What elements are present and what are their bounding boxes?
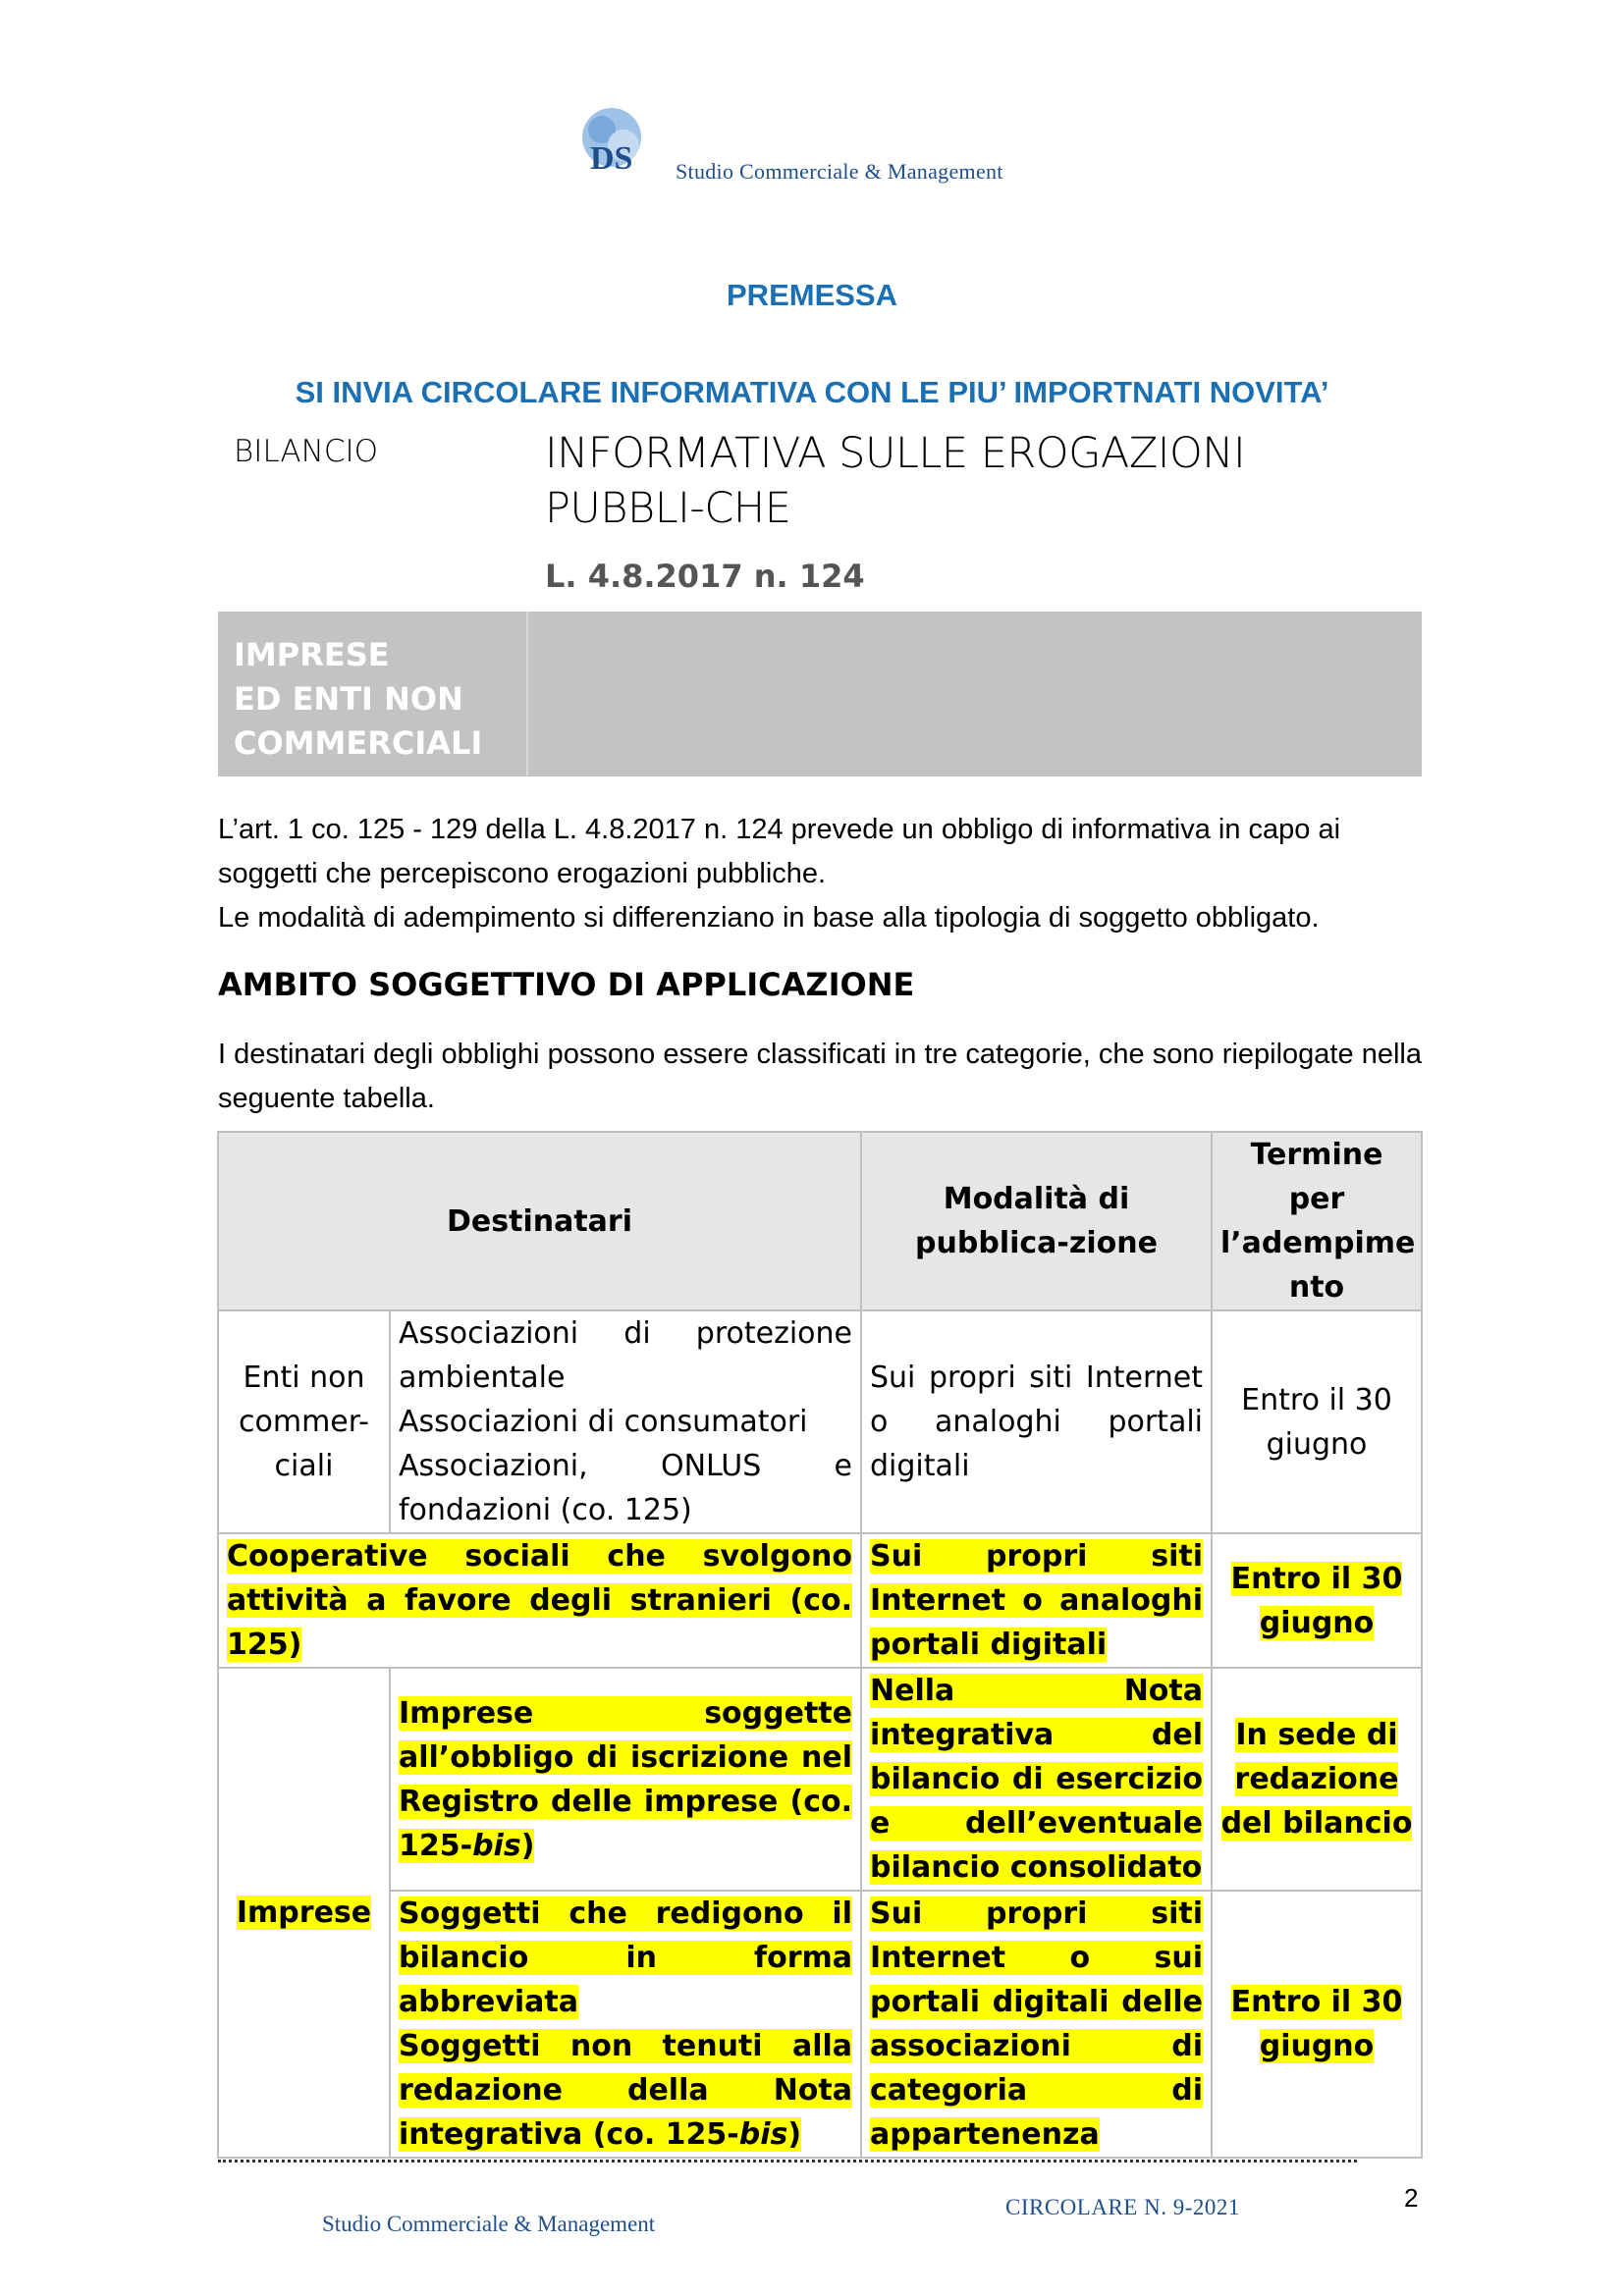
category-label: BILANCIO — [234, 434, 379, 469]
highlighted-text: Entro il 30 giugno — [1230, 1561, 1403, 1640]
category-cell — [218, 1668, 390, 2158]
subjects-cell — [390, 1668, 861, 1891]
modalita-cell — [861, 1668, 1212, 1891]
page-number: 2 — [1404, 2183, 1419, 2213]
category-cell: Enti non commer-ciali — [218, 1310, 390, 1533]
premessa-heading: PREMESSA — [727, 278, 897, 312]
subject-line: COMMERCIALI — [234, 724, 483, 762]
subject-item: Associazioni, ONLUS e fondazioni (co. 125) — [399, 1449, 852, 1527]
intro-heading: SI INVIA CIRCOLARE INFORMATIVA CON LE PIU’ IMPORTNATI NOVITA’ — [295, 375, 1329, 409]
table-row — [218, 1310, 1422, 1533]
paragraph-line: L’art. 1 co. 125 - 129 della L. 4.8.2017 n. 124 prevede un obbligo di informativa in capo ai soggetti che percepiscono erogazioni pubbliche. — [218, 814, 1341, 889]
termine-cell — [1212, 1668, 1422, 1891]
footer-studio-name: Studio Commerciale & Management — [322, 2212, 656, 2236]
header-termine: Termine per l’adempime nto — [1212, 1132, 1422, 1310]
circolare-number: CIRCOLARE N. 9-2021 — [1005, 2195, 1240, 2219]
modalita-cell: Sui propri siti Internet o analoghi portali digitali — [861, 1310, 1212, 1533]
highlighted-text: Entro il 30 giugno — [1230, 1985, 1403, 2063]
highlighted-text: Imprese soggette all’obbligo di iscrizione nel Registro delle imprese (co. 125-bis) — [399, 1695, 852, 1863]
subjects-cell — [390, 1891, 861, 2158]
modalita-cell — [861, 1891, 1212, 2158]
highlighted-text: Soggetti che redigono il bilancio in forma abbreviata — [399, 1896, 852, 2019]
subjects-cell — [218, 612, 528, 776]
termine-cell — [1212, 1533, 1422, 1668]
paragraph-line: Le modalità di adempimento si differenziano in base alla tipologia di soggetto obbligato. — [218, 902, 1320, 934]
highlighted-text: Imprese — [236, 1896, 372, 1930]
table-row — [218, 1668, 1422, 1891]
section-title: AMBITO SOGGETTIVO DI APPLICAZIONE — [218, 966, 915, 1003]
modalita-cell — [861, 1533, 1212, 1668]
intro-paragraph — [218, 808, 1422, 940]
header-modalita: Modalità di pubblica-zione — [861, 1132, 1212, 1310]
highlighted-text: Nella Nota integrativa del bilancio di esercizio e dell’eventuale bilancio consolidato — [870, 1674, 1203, 1885]
studio-logo — [572, 104, 661, 183]
subject-item: Associazioni di consumatori — [399, 1405, 808, 1439]
footer-divider — [218, 2160, 1357, 2163]
highlighted-text: Cooperative sociali che svolgono attività a favore degli stranieri (co. 125) — [227, 1539, 852, 1662]
highlighted-text: Sui propri siti Internet o sui portali digitali delle associazioni di categoria di appartenenza — [870, 1896, 1203, 2152]
law-reference: L. 4.8.2017 n. 124 — [545, 558, 865, 595]
header-studio-name: Studio Commerciale & Management — [676, 159, 1003, 184]
table-row — [218, 1891, 1422, 2158]
document-title: INFORMATIVA SULLE EROGAZIONI PUBBLI-CHE — [545, 429, 1246, 533]
classification-paragraph: I destinatari degli obblighi possono essere classificati in tre categorie, che sono riepilogate nella seguente tabella. — [218, 1039, 1422, 1114]
highlighted-text: In sede di redazione del bilancio — [1220, 1718, 1413, 1841]
recipients-table — [217, 1131, 1423, 2159]
subjects-cell — [218, 1533, 861, 1668]
termine-cell: Entro il 30 giugno — [1212, 1310, 1422, 1533]
table-row — [218, 1533, 1422, 1668]
subject-line: IMPRESE — [234, 636, 390, 673]
svg-text:DS: DS — [590, 140, 633, 177]
highlighted-text: Soggetti non tenuti alla redazione della Nota integrativa (co. 125-bis) — [399, 2029, 852, 2152]
subjects-cell — [390, 1310, 861, 1533]
table-header-row — [218, 1132, 1422, 1310]
subject-item: Associazioni di protezione ambientale — [399, 1316, 852, 1395]
highlighted-text: Sui propri siti Internet o analoghi portali digitali — [870, 1539, 1203, 1662]
termine-cell — [1212, 1891, 1422, 2158]
subjects-band — [218, 612, 1422, 776]
subject-line: ED ENTI NON — [234, 680, 463, 718]
header-destinatari: Destinatari — [218, 1132, 861, 1310]
